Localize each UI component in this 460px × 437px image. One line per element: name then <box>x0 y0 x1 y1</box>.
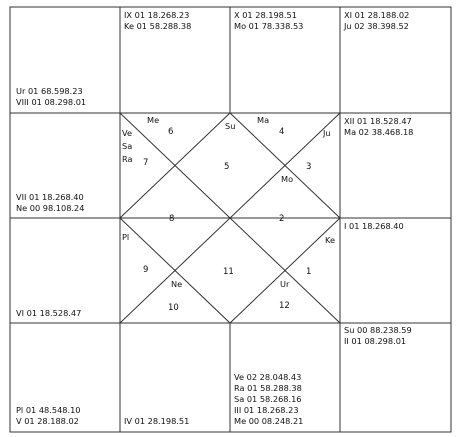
cell-top-c2-line-1: X 01 28.198.51 <box>234 10 297 20</box>
house-number-7: 7 <box>143 158 149 168</box>
cell-bottom-c2-line-2: Ra 01 58.288.38 <box>234 383 302 393</box>
cell-bottom-left-line-1: Pl 01 48.548.10 <box>16 405 81 415</box>
cell-mid1-right-line-2: Ma 02 38.468.18 <box>344 127 414 137</box>
cell-bottom-c2-line-1: Ve 02 28.048.43 <box>234 372 302 382</box>
cell-top-right-line-1: XI 01 28.188.02 <box>344 10 410 20</box>
cell-top-c2-line-2: Mo 01 78.338.53 <box>234 21 304 31</box>
cell-mid1-left-line-1: VII 01 18.268.40 <box>16 192 84 202</box>
house-number-9: 9 <box>143 265 149 275</box>
cell-mid1-right-line-1: XII 01 18.528.47 <box>344 116 412 126</box>
house-number-8: 8 <box>169 214 175 224</box>
planet-label-pl: Pl <box>122 232 130 242</box>
planet-label-ne: Ne <box>171 279 183 289</box>
house-number-3: 3 <box>306 162 312 172</box>
cell-bottom-right-line-2: II 01 08.298.01 <box>344 336 407 346</box>
planet-label-sa: Sa <box>122 141 133 151</box>
planet-label-ma: Ma <box>257 115 270 125</box>
planet-label-ju: Ju <box>323 128 331 138</box>
cell-bottom-c1-line-1: IV 01 28.198.51 <box>124 416 190 426</box>
house-number-1: 1 <box>306 267 312 277</box>
planet-label-mo: Mo <box>281 174 294 184</box>
planet-label-ke: Ke <box>325 235 335 245</box>
cell-top-c1-line-1: IX 01 18.268.23 <box>124 10 190 20</box>
cell-mid1-left-line-2: Ne 00 98.108.24 <box>16 203 85 213</box>
house-number-4: 4 <box>279 127 285 137</box>
planet-label-ur: Ur <box>280 279 290 289</box>
chart-grid <box>10 7 451 432</box>
house-number-5: 5 <box>224 162 230 172</box>
cell-top-left-line-1: Ur 01 68.598.23 <box>16 86 83 96</box>
house-number-12: 12 <box>279 301 290 311</box>
house-number-10: 10 <box>168 303 179 313</box>
cell-top-right-line-2: Ju 02 38.398.52 <box>344 21 409 31</box>
cell-bottom-left-line-2: V 01 28.188.02 <box>16 416 79 426</box>
cell-mid2-left-line-1: VI 01 18.528.47 <box>16 308 82 318</box>
planet-label-me: Me <box>147 115 160 125</box>
house-number-2: 2 <box>279 214 285 224</box>
cell-top-c1-line-2: Ke 01 58.288.38 <box>124 21 192 31</box>
cell-top-left-line-2: VIII 01 08.298.01 <box>16 97 87 107</box>
cell-bottom-c2-line-3: Sa 01 58.268.16 <box>234 394 302 404</box>
cell-bottom-right-line-1: Su 00 88.238.59 <box>344 325 412 335</box>
cell-bottom-c2-line-5: Me 00 08.248.21 <box>234 416 304 426</box>
planet-label-ve: Ve <box>122 128 133 138</box>
house-number-11: 11 <box>223 267 234 277</box>
house-number-6: 6 <box>168 127 174 137</box>
cell-mid2-right-line-1: I 01 18.268.40 <box>344 221 404 231</box>
cell-bottom-c2-line-4: III 01 18.268.23 <box>234 405 299 415</box>
planet-label-ra: Ra <box>122 154 133 164</box>
planet-label-su: Su <box>225 121 236 131</box>
